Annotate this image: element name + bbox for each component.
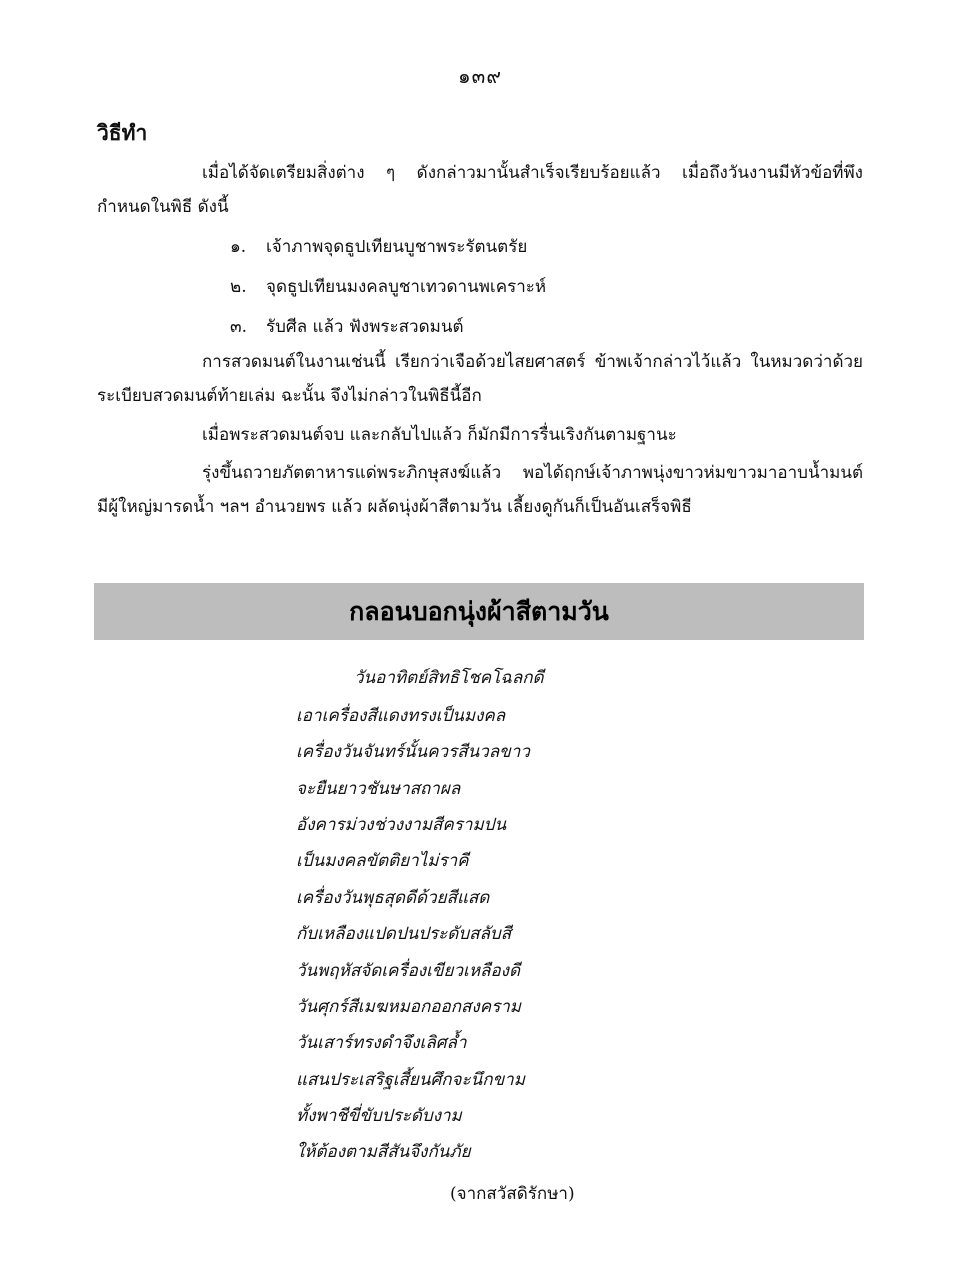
step-text: รับศีล แล้ว ฟังพระสวดมนต์ [266,317,464,337]
morning-paragraph-text: รุ่งขึ้นถวายภัตตาหารแด่พระภิกษุสงฆ์แล้ว พอได้ฤกษ์เจ้าภาพนุ่งขาวห่มขาวมาอาบน้ำมนต์ มีผู้ใหญ่มารดน้ำ ฯลฯ อำนวยพร แล้ว ผลัดนุ่งผ้าสีตามวัน เลี้ยงดูกันก็เป็นอันเสร็จพิธี [97,463,863,517]
intro-paragraph [97,156,863,224]
step-item-3 [230,313,464,340]
poem-title-banner [94,583,864,640]
poem-line: เครื่องวันพุธสุดดีด้วยสีแสด [296,888,490,908]
poem-line: วันพฤหัสจัดเครื่องเขียวเหลืองดี [296,961,520,981]
poem-line: เอาเครื่องสีแดงทรงเป็นมงคล [296,706,506,726]
step-number: ๒. [230,277,247,297]
poem-line: อังคารม่วงช่วงงามสีครามปน [296,815,507,835]
chant-paragraph-text: การสวดมนต์ในงานเช่นนี้ เรียกว่าเจือด้วยไสยศาสตร์ ข้าพเจ้ากล่าวไว้แล้ว ในหมวดว่าด้วยระเบียบสวดมนต์ท้ายเล่ม ฉะนั้น จึงไม่กล่าวในพิธีนี้อีก [97,352,863,406]
step-item-1 [230,233,527,260]
poem-line: วันอาทิตย์สิทธิโชคโฉลกดี [354,668,544,688]
poem-source: (จากสวัสดิรักษา) [450,1184,575,1204]
step-text: จุดธูปเทียนมงคลบูชาเทวดานพเคราะห์ [266,277,547,297]
step-number: ๓. [230,317,248,337]
step-item-2 [230,273,546,300]
poem-line: เป็นมงคลขัตติยาไม่ราคี [296,851,469,871]
poem-line: ให้ต้องตามสีสันจึงกันภัย [296,1142,471,1162]
step-text: เจ้าภาพจุดธูปเทียนบูชาพระรัตนตรัย [266,237,528,257]
after-paragraph-text: เมื่อพระสวดมนต์จบ และกลับไปแล้ว ก็มักมีการรื่นเริงกันตามฐานะ [202,425,677,445]
intro-paragraph-text: เมื่อได้จัดเตรียมสิ่งต่าง ๆ ดังกล่าวมานั้นสำเร็จเรียบร้อยแล้ว เมื่อถึงวันงานมีหัวข้อที่พึงกำหนดในพิธี ดังนี้ [97,163,863,217]
poem-line: ทั้งพาชีขี่ขับประดับงาม [296,1106,462,1126]
poem-line: แสนประเสริฐเสี้ยนศึกจะนึกขาม [296,1070,525,1090]
poem-line: เครื่องวันจันทร์นั้นควรสีนวลขาว [296,742,530,762]
poem-line: จะยืนยาวชันษาสถาผล [296,779,461,799]
poem-line: วันศุกร์สีเมฆหมอกออกสงคราม [296,997,521,1017]
step-number: ๑. [230,237,247,257]
poem-line: วันเสาร์ทรงดำจึงเลิศล้ำ [296,1033,467,1053]
poem-title: กลอนบอกนุ่งผ้าสีตามวัน [349,596,609,626]
morning-paragraph [97,456,863,524]
poem-line: กับเหลืองแปดปนประดับสลับสี [296,924,512,944]
after-paragraph [97,418,863,452]
page-number: ๑๓๙ [457,64,502,88]
chant-paragraph [97,345,863,413]
section-heading: วิธีทำ [97,120,148,145]
